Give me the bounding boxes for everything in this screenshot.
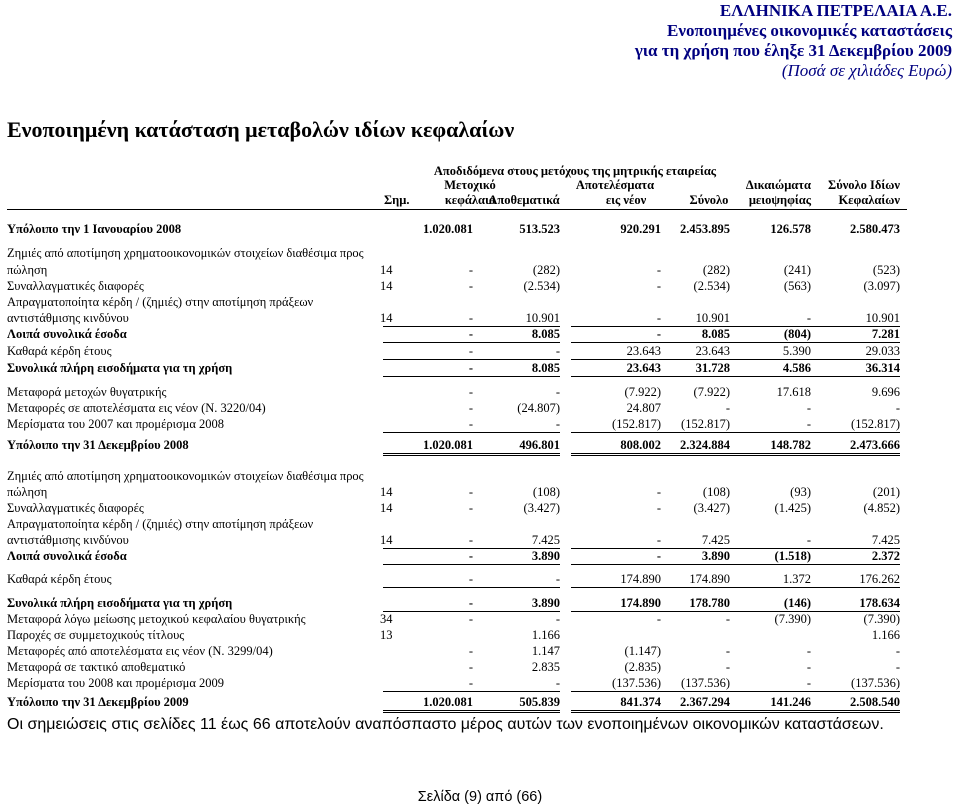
cell-minority: 1.372 [721,571,811,588]
cell-share-capital: - [383,343,473,360]
cell-minority: 141.246 [721,694,811,713]
row-label: Μερίσματα του 2007 και προμέρισμα 2008 [7,417,225,431]
table-row [0,675,960,691]
cell-equity: 9.696 [871,385,900,399]
cell-total: - [725,612,730,626]
row-label: Απραγματοποίητα κέρδη / (ζημιές) στην αποτίμηση πράξεων [7,295,314,309]
cell-share-capital: - [468,263,473,277]
cell-reserves: - [470,416,560,433]
cell-total: (3.427) [693,501,730,515]
cell-retained: 174.890 [571,595,661,612]
cell-retained: - [656,263,661,277]
cell-reserves: (108) [532,485,560,499]
table-row [0,262,960,278]
table-row [0,384,960,400]
cell-share-capital: 1.020.081 [383,437,473,456]
table-row [0,400,960,416]
row-label: Υπόλοιπο την 1 Ιανουαρίου 2008 [7,222,182,236]
cell-minority: (804) [721,326,811,343]
row-label: Υπόλοιπο την 31 Δεκεμβρίου 2009 [7,695,189,709]
cell-total: 7.425 [640,532,730,549]
cell-retained: - [571,326,661,343]
row-note: 34 [380,612,393,626]
cell-total: - [725,401,730,415]
cell-minority: 126.578 [770,222,811,236]
cell-share-capital: - [383,675,473,692]
table-row [0,500,960,516]
cell-reserves: - [470,675,560,692]
cell-retained: 23.643 [571,343,661,360]
cell-equity: 2.580.473 [850,222,900,236]
cell-equity: (137.536) [810,675,900,692]
cell-retained: (152.817) [571,416,661,433]
row-note: 14 [380,263,393,277]
cell-equity: 1.166 [871,628,900,642]
cell-reserves: 505.839 [470,694,560,713]
cell-retained: 808.002 [571,437,661,456]
cell-equity: 7.425 [810,532,900,549]
table-row [0,416,960,432]
cell-minority: - [721,675,811,692]
cell-minority: - [806,644,811,658]
cell-retained: (7.922) [624,385,661,399]
table-row [0,326,960,342]
table-row [0,659,960,675]
cell-equity: 7.281 [810,326,900,343]
cell-retained: (1.147) [624,644,661,658]
statements-title: Ενοποιημένες οικονομικές καταστάσεις [667,21,952,40]
table-row [0,516,960,532]
row-label: Απραγματοποίητα κέρδη / (ζημιές) στην αποτίμηση πράξεων [7,517,314,531]
table-row [0,694,960,710]
table-row [0,245,960,261]
cell-minority: (563) [783,279,811,293]
row-label: Μερίσματα του 2008 και προμέρισμα 2009 [7,676,225,690]
row-label: Ζημιές από αποτίμηση χρηματοοικονομικών στοιχείων διαθέσιμα προς [7,246,364,260]
cell-share-capital: - [468,644,473,658]
table-row [0,343,960,359]
cell-equity: - [895,644,900,658]
cell-reserves: 3.890 [470,595,560,612]
cell-reserves: 513.523 [519,222,560,236]
cell-reserves: - [470,571,560,588]
cell-minority: - [721,310,811,327]
cell-minority: (146) [721,595,811,612]
cell-total: 174.890 [640,571,730,588]
cell-equity: 36.314 [810,360,900,377]
cell-retained: 841.374 [571,694,661,713]
cell-reserves: - [555,612,560,626]
table-row [0,548,960,564]
cell-reserves: 1.166 [531,628,560,642]
cell-minority: (1.425) [774,501,811,515]
units-note: (Ποσά σε χιλιάδες Ευρώ) [781,61,952,80]
cell-minority: - [806,660,811,674]
cell-retained: 174.890 [571,571,661,588]
table-row [0,627,960,643]
cell-equity: (201) [872,485,900,499]
cell-share-capital: - [468,612,473,626]
row-label: Συναλλαγματικές διαφορές [7,501,144,515]
row-note: 14 [380,279,393,293]
cell-total: (2.534) [693,279,730,293]
footnote: Οι σημειώσεις στις σελίδες 11 έως 66 αποτελούν αναπόσπαστο μέρος αυτών των ενοποιημένων οικονομικών καταστάσεων. [7,716,884,733]
cell-share-capital: - [383,595,473,612]
col-minority-line2: μειοψηφίας [748,193,811,207]
cell-share-capital: - [383,416,473,433]
row-label: Ζημιές από αποτίμηση χρηματοοικονομικών στοιχείων διαθέσιμα προς [7,469,364,483]
cell-retained: - [656,612,661,626]
cell-share-capital: - [468,401,473,415]
cell-minority: - [806,401,811,415]
cell-reserves: (2.534) [523,279,560,293]
col-retained-line1: Αποτελέσματα [575,178,655,192]
cell-total: - [725,644,730,658]
cell-total: (152.817) [640,416,730,433]
cell-reserves: 7.425 [470,532,560,549]
col-equity-line2: Κεφαλαίων [838,193,900,207]
row-note: 14 [380,311,393,325]
col-reserves: Αποθεματικά [488,193,560,207]
cell-total: 178.780 [640,595,730,612]
row-label: Καθαρά κέρδη έτους [7,572,112,586]
cell-equity: 2.372 [810,548,900,565]
cell-total: 2.453.895 [680,222,730,236]
row-label: Μεταφορά σε τακτικό αποθεματικό [7,660,186,674]
row-label: αντιστάθμισης κινδύνου [7,533,129,547]
cell-share-capital: - [383,360,473,377]
col-note: Σημ. [384,193,410,207]
row-label: πώληση [7,263,48,277]
cell-total: 2.324.884 [640,437,730,456]
page-number: Σελίδα (9) από (66) [417,789,543,805]
row-label: Μεταφορά μετοχών θυγατρικής [7,385,167,399]
col-total: Σύνολο [689,193,729,207]
row-note: 13 [380,628,393,642]
table-row [0,360,960,376]
cell-retained: - [656,279,661,293]
cell-reserves: 2.835 [531,660,560,674]
cell-total: 8.085 [640,326,730,343]
cell-share-capital: 1.020.081 [383,694,473,713]
header-rule [7,209,907,210]
table-row [0,571,960,587]
cell-total: 2.367.294 [640,694,730,713]
cell-reserves: 1.147 [531,644,560,658]
cell-equity: - [895,660,900,674]
cell-minority: - [721,532,811,549]
cell-total: (7.922) [693,385,730,399]
cell-minority: (7.390) [774,612,811,626]
cell-reserves: 496.801 [470,437,560,456]
table-row [0,643,960,659]
table-row [0,278,960,294]
row-label: Παροχές σε συμμετοχικούς τίτλους [7,628,185,642]
table-row [0,310,960,326]
cell-minority: (241) [783,263,811,277]
cell-retained: (2.835) [624,660,661,674]
cell-reserves: 10.901 [470,310,560,327]
cell-minority: 148.782 [721,437,811,456]
cell-reserves: - [555,385,560,399]
cell-share-capital: 1.020.081 [423,222,473,236]
cell-total: 23.643 [640,343,730,360]
cell-equity: 2.473.666 [810,437,900,456]
row-label: Συνολικά πλήρη εισοδήματα για τη χρήση [7,596,233,610]
row-label: Μεταφορά λόγω μείωσης μετοχικού κεφαλαίου θυγατρικής [7,612,306,626]
row-label: Συναλλαγματικές διαφορές [7,279,144,293]
table-row [0,484,960,500]
row-label: Μεταφορές σε αποτελέσματα εις νέον (Ν. 3220/04) [7,401,266,415]
cell-reserves: - [470,343,560,360]
cell-reserves: (24.807) [517,401,560,415]
row-label: πώληση [7,485,48,499]
cell-share-capital: - [383,571,473,588]
cell-retained: - [656,485,661,499]
cell-equity: 29.033 [810,343,900,360]
table-row [0,294,960,310]
cell-share-capital: - [468,660,473,674]
cell-retained: - [571,532,661,549]
cell-total: 31.728 [640,360,730,377]
cell-retained: - [571,310,661,327]
col-share-capital-line1: Μετοχικό [444,178,496,192]
col-share-capital-line2: κεφάλαιο [444,193,496,207]
cell-retained: (137.536) [571,675,661,692]
cell-equity: (523) [872,263,900,277]
cell-retained: 23.643 [571,360,661,377]
table-row [0,611,960,627]
cell-retained: 24.807 [626,401,661,415]
cell-minority: 4.586 [721,360,811,377]
cell-minority: - [721,416,811,433]
table-row [0,221,960,237]
row-note: 14 [380,501,393,515]
cell-total: 3.890 [640,548,730,565]
row-note: 14 [380,533,393,547]
cell-total: - [725,660,730,674]
cell-equity: (152.817) [810,416,900,433]
row-label: αντιστάθμισης κινδύνου [7,311,129,325]
cell-retained: - [656,501,661,515]
row-note: 14 [380,485,393,499]
page-title: Ενοποιημένη κατάσταση μεταβολών ιδίων κεφαλαίων [7,117,515,142]
cell-equity: 178.634 [810,595,900,612]
column-group-header: Αποδιδόμενα στους μετόχους της μητρικής εταιρείας [433,164,717,178]
table-row [0,468,960,484]
cell-total: (108) [702,485,730,499]
cell-retained: 920.291 [620,222,661,236]
table-row [0,532,960,548]
cell-minority: 5.390 [721,343,811,360]
cell-minority: (93) [790,485,811,499]
row-label: Καθαρά κέρδη έτους [7,344,112,358]
cell-reserves: 8.085 [470,360,560,377]
cell-share-capital: - [468,385,473,399]
cell-share-capital: - [383,310,473,327]
cell-share-capital: - [468,501,473,515]
cell-equity: (7.390) [863,612,900,626]
cell-equity: 10.901 [810,310,900,327]
table-row [0,595,960,611]
table-row [0,437,960,453]
cell-share-capital: - [383,532,473,549]
company-name: ΕΛΛΗΝΙΚΑ ΠΕΤΡΕΛΑΙΑ Α.Ε. [719,1,952,20]
cell-reserves: 3.890 [470,548,560,565]
cell-minority: (1.518) [721,548,811,565]
cell-equity: 2.508.540 [810,694,900,713]
cell-reserves: (282) [532,263,560,277]
col-equity-line1: Σύνολο Ιδίων [828,178,900,192]
row-label: Λοιπά συνολικά έσοδα [7,549,127,563]
cell-share-capital: - [468,485,473,499]
cell-equity: (3.097) [863,279,900,293]
cell-share-capital: - [383,326,473,343]
cell-equity: - [895,401,900,415]
cell-total: (282) [702,263,730,277]
cell-reserves: (3.427) [523,501,560,515]
cell-retained: - [571,548,661,565]
cell-minority: 17.618 [776,385,811,399]
cell-equity: (4.852) [863,501,900,515]
row-label: Συνολικά πλήρη εισοδήματα για τη χρήση [7,361,233,375]
row-label: Υπόλοιπο την 31 Δεκεμβρίου 2008 [7,438,189,452]
cell-reserves: 8.085 [470,326,560,343]
cell-total: (137.536) [640,675,730,692]
col-minority-line1: Δικαιώματα [745,178,811,192]
cell-share-capital: - [468,279,473,293]
row-label: Μεταφορές από αποτελέσματα εις νέον (Ν. 3299/04) [7,644,273,658]
col-retained-line2: εις νέον [605,193,647,207]
row-label: Λοιπά συνολικά έσοδα [7,327,127,341]
period-title: για τη χρήση που έληξε 31 Δεκεμβρίου 2009 [634,41,952,60]
cell-equity: 176.262 [810,571,900,588]
cell-total: 10.901 [640,310,730,327]
cell-share-capital: - [383,548,473,565]
